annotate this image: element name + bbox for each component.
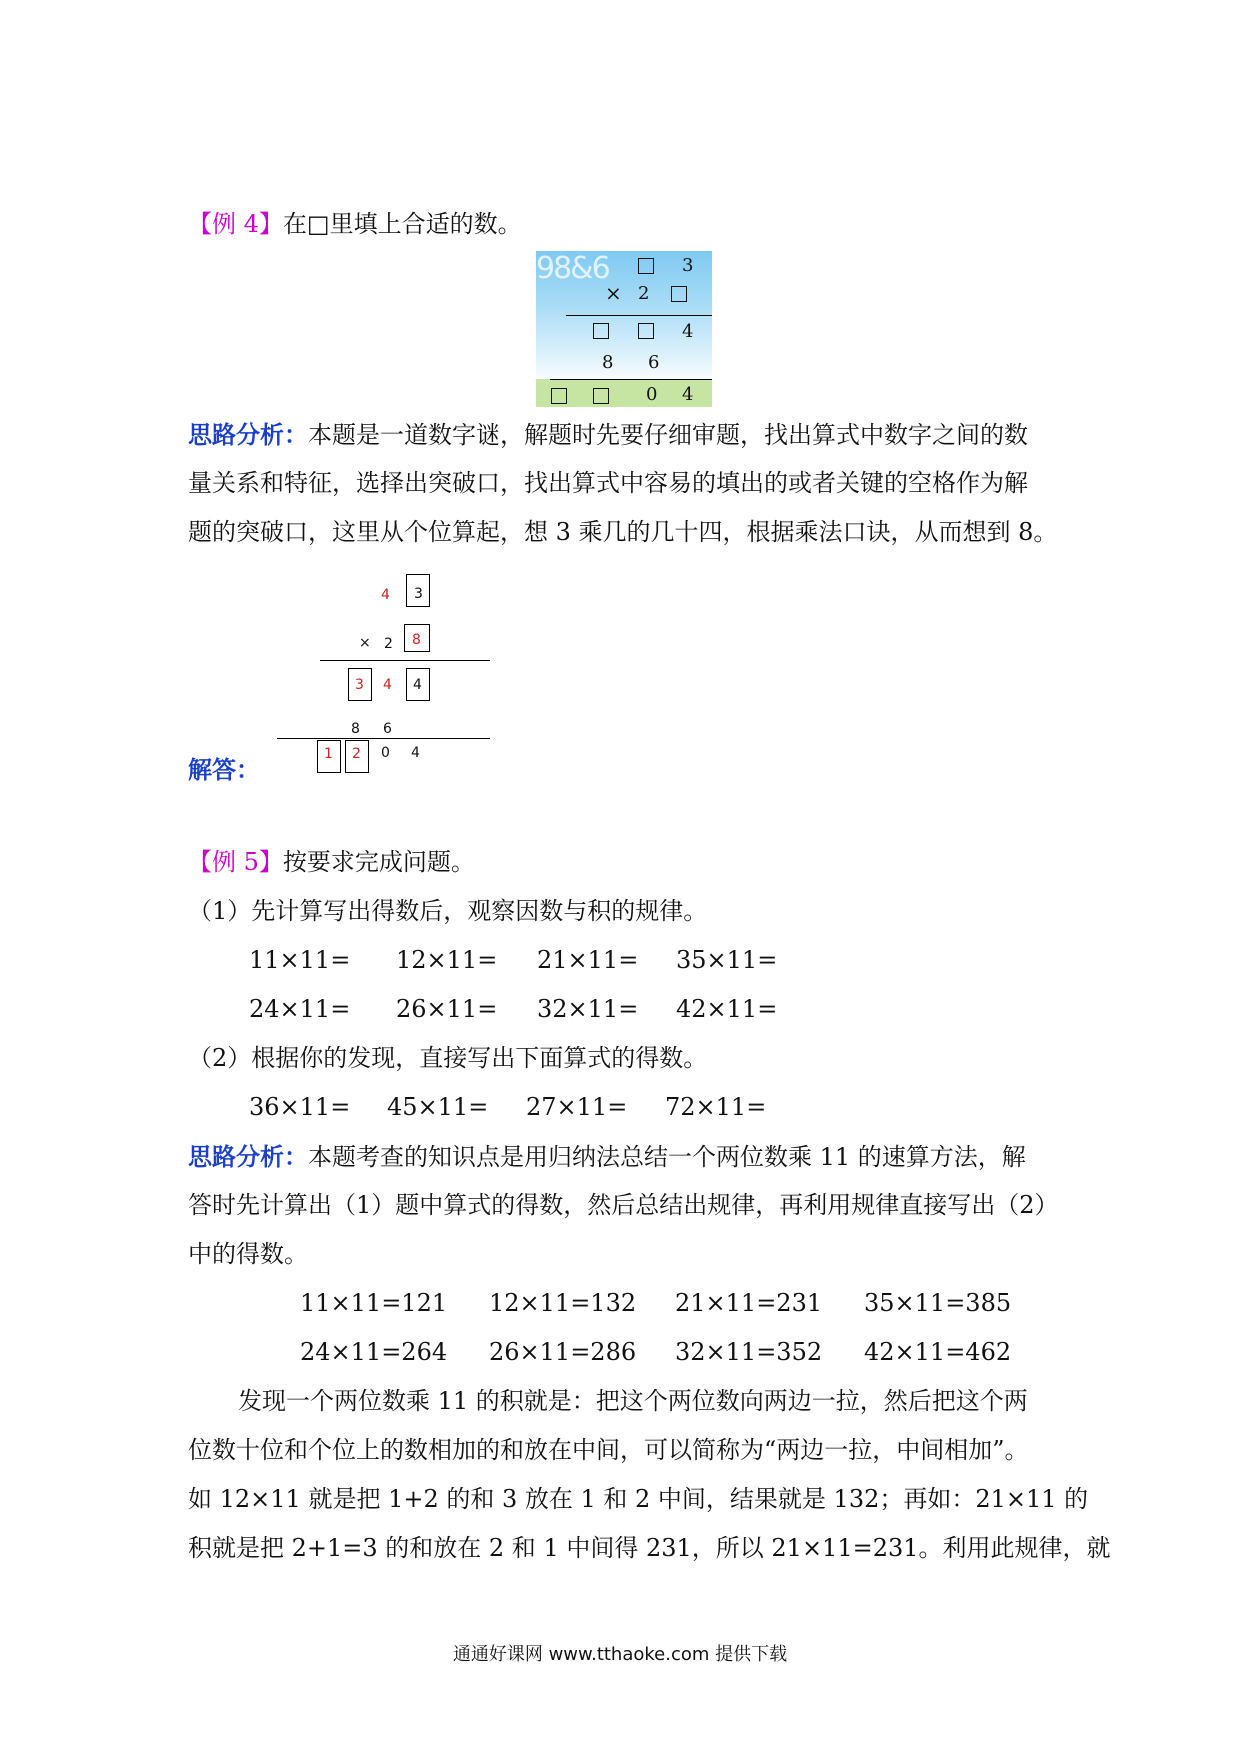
example-4-question: 在□里填上合适的数。	[282, 210, 522, 238]
example-4-analysis-line-3: 题的突破口，这里从个位算起，想 3 乘几的几十四，根据乘法口诀，从而想到 8。	[188, 518, 1058, 546]
result-item: 21×11=231	[675, 1289, 823, 1317]
blank-box	[671, 286, 687, 302]
result-item: 26×11=286	[489, 1338, 637, 1366]
solution-digit: 3	[414, 586, 423, 602]
exercise-item: 72×11=	[665, 1093, 767, 1121]
solution-digit: 4	[411, 745, 420, 761]
exercise-item: 35×11=	[676, 946, 778, 974]
solution-digit: 0	[381, 745, 390, 761]
blank-box	[593, 388, 609, 404]
exercise-item: 12×11=	[396, 946, 498, 974]
analysis-label: 思路分析：	[188, 420, 308, 449]
solution-digit-red: 1	[324, 746, 333, 762]
solution-digit: 8	[351, 721, 360, 737]
blank-box	[638, 258, 654, 274]
puzzle-digit: 4	[682, 384, 694, 405]
exercise-item: 21×11=	[537, 946, 639, 974]
rule-line	[550, 379, 712, 380]
exercise-item: 36×11=	[249, 1093, 351, 1121]
solution-digit-red: 4	[383, 677, 392, 693]
exercise-item: 24×11=	[249, 995, 351, 1023]
exercise-item: 45×11=	[387, 1093, 489, 1121]
puzzle-image	[536, 251, 712, 407]
puzzle-digit: 8	[602, 352, 614, 373]
example-4-analysis-line-2: 量关系和特征，选择出突破口，找出算式中容易的填出的或者关键的空格作为解	[188, 469, 1028, 497]
result-item: 42×11=462	[864, 1338, 1012, 1366]
explanation-line-2: 位数十位和个位上的数相加的和放在中间，可以简称为“两边一拉，中间相加”。	[188, 1436, 1029, 1464]
rule-line	[277, 738, 490, 739]
solution-digit-red: 2	[352, 746, 361, 762]
blank-box	[638, 323, 654, 339]
exercise-item: 42×11=	[676, 995, 778, 1023]
puzzle-digit: 3	[682, 255, 694, 276]
part-1-instruction: （1）先计算写出得数后，观察因数与积的规律。	[188, 897, 708, 925]
solution-digit: 2	[384, 636, 393, 652]
result-item: 35×11=385	[864, 1289, 1012, 1317]
analysis-label: 思路分析：	[188, 1142, 308, 1171]
rule-line	[566, 315, 712, 316]
times-sign: ×	[359, 635, 371, 651]
puzzle-digit: 2	[638, 283, 650, 304]
explanation-line-1: 发现一个两位数乘 11 的积就是：把这个两位数向两边一拉，然后把这个两	[238, 1387, 1028, 1415]
result-item: 24×11=264	[300, 1338, 448, 1366]
result-item: 32×11=352	[675, 1338, 823, 1366]
solution-digit: 4	[413, 677, 422, 693]
exercise-item: 26×11=	[396, 995, 498, 1023]
times-sign: ×	[605, 281, 622, 305]
page-footer: 通通好课网 www.tthaoke.com 提供下载	[452, 1644, 788, 1665]
rule-line	[320, 660, 490, 661]
example-5-question: 按要求完成问题。	[282, 848, 475, 876]
exercise-item: 27×11=	[526, 1093, 628, 1121]
example-5-analysis-line-2: 答时先计算出（1）题中算式的得数，然后总结出规律，再利用规律直接写出（2）	[188, 1191, 1059, 1219]
solution-digit-red: 4	[381, 587, 390, 603]
solution-digit-red: 3	[355, 677, 364, 693]
solution-digit: 6	[383, 721, 392, 737]
example-4-label: 【例 4】	[188, 210, 283, 238]
example-4-analysis-line-1	[188, 410, 1028, 460]
result-item: 11×11=121	[300, 1289, 448, 1317]
puzzle-digit: 0	[646, 384, 658, 405]
blank-box	[551, 388, 567, 404]
exercise-item: 11×11=	[249, 946, 351, 974]
example-5-analysis-line-1	[188, 1132, 1026, 1182]
explanation-line-3: 如 12×11 就是把 1+2 的和 3 放在 1 和 2 中间，结果就是 132；再如：21×11 的	[188, 1485, 1089, 1513]
blank-box	[593, 323, 609, 339]
part-2-instruction: （2）根据你的发现，直接写出下面算式的得数。	[188, 1044, 708, 1072]
solution-diagram	[280, 570, 500, 770]
puzzle-digit: 4	[682, 321, 694, 342]
puzzle-digit: 6	[648, 352, 660, 373]
analysis-text: 本题是一道数字谜，解题时先要仔细审题，找出算式中数字之间的数	[308, 421, 1028, 449]
answer-label: 解答：	[188, 755, 260, 784]
analysis-text: 本题考查的知识点是用归纳法总结一个两位数乘 11 的速算方法，解	[308, 1143, 1026, 1171]
explanation-line-4: 积就是把 2+1=3 的和放在 2 和 1 中间得 231，所以 21×11=231。利用此规律，就	[188, 1534, 1111, 1562]
result-item: 12×11=132	[489, 1289, 637, 1317]
example-4-heading	[188, 200, 522, 249]
example-5-label: 【例 5】	[188, 848, 283, 876]
example-5-analysis-line-3: 中的得数。	[188, 1240, 308, 1268]
exercise-item: 32×11=	[537, 995, 639, 1023]
solution-digit-red: 8	[412, 632, 421, 648]
example-5-heading	[188, 838, 475, 887]
decorative-watermark: 98&6	[536, 251, 609, 286]
